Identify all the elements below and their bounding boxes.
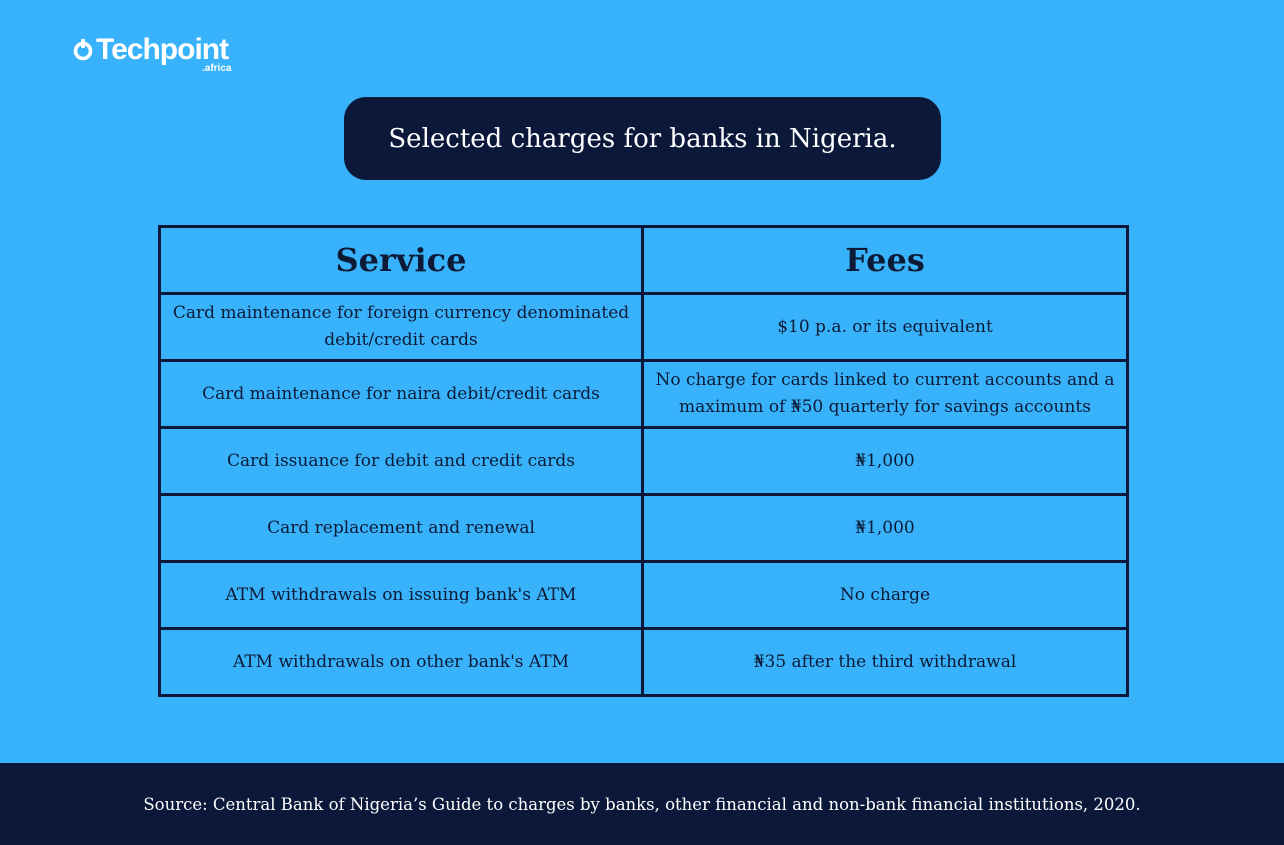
service-cell: Card maintenance for foreign currency denominated debit/credit cards bbox=[160, 294, 643, 361]
header-service: Service bbox=[160, 227, 643, 294]
fees-cell: ₦1,000 bbox=[643, 428, 1128, 495]
source-note: Source: Central Bank of Nigeria’s Guide to charges by banks, other financial and non-bank financial institutions, 2020. bbox=[143, 794, 1141, 814]
brand-logo-text: Techpoint bbox=[96, 33, 229, 66]
fees-cell: $10 p.a. or its equivalent bbox=[643, 294, 1128, 361]
page-title: Selected charges for banks in Nigeria. bbox=[388, 123, 897, 154]
fees-cell: No charge bbox=[643, 562, 1128, 629]
table-header-row bbox=[160, 227, 1128, 294]
table-row bbox=[160, 428, 1128, 495]
brand-logo bbox=[72, 32, 252, 82]
table-row bbox=[160, 361, 1128, 428]
fees-cell: No charge for cards linked to current accounts and a maximum of ₦50 quarterly for savings accounts bbox=[643, 361, 1128, 428]
power-ring-icon bbox=[72, 39, 94, 61]
service-cell: Card maintenance for naira debit/credit cards bbox=[160, 361, 643, 428]
fees-cell: ₦35 after the third withdrawal bbox=[643, 629, 1128, 696]
table-row bbox=[160, 562, 1128, 629]
service-cell: Card issuance for debit and credit cards bbox=[160, 428, 643, 495]
table-row bbox=[160, 294, 1128, 361]
header-fees: Fees bbox=[643, 227, 1128, 294]
source-footer bbox=[0, 763, 1284, 845]
title-banner bbox=[344, 97, 941, 180]
brand-logo-subtext: .africa bbox=[202, 63, 232, 74]
table-row bbox=[160, 495, 1128, 562]
service-cell: Card replacement and renewal bbox=[160, 495, 643, 562]
service-cell: ATM withdrawals on issuing bank's ATM bbox=[160, 562, 643, 629]
table-row bbox=[160, 629, 1128, 696]
fees-cell: ₦1,000 bbox=[643, 495, 1128, 562]
bank-charges-table bbox=[158, 225, 1129, 697]
service-cell: ATM withdrawals on other bank's ATM bbox=[160, 629, 643, 696]
